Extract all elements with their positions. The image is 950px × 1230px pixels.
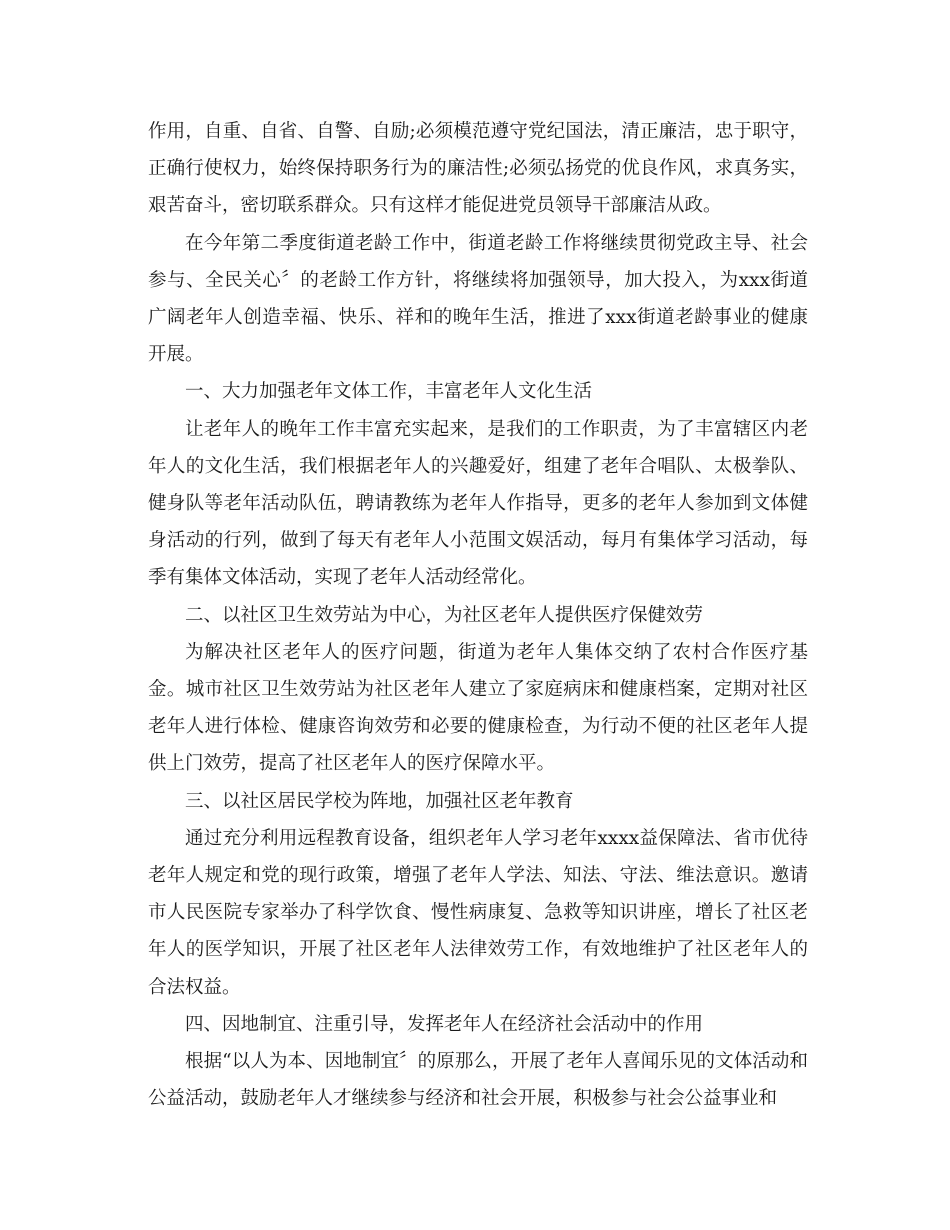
document-body <box>148 113 808 1117</box>
paragraph-section-3: 通过充分利用远程教育设备，组织老年人学习老年xxxx益保障法、省市优待老年人规定和党的现行政策，增强了老年人学法、知法、守法、维法意识。邀请市人民医院专家举办了科学饮食、慢性病康复、急救等知识讲座，增长了社区老年人的医学知识，开展了社区老年人法律效劳工作，有效地维护了社区老年人的合法权益。 <box>148 827 808 998</box>
paragraph-continued: 作用，自重、自省、自警、自励;必须模范遵守党纪国法，清正廉洁，忠于职守，正确行使权力，始终保持职务行为的廉洁性;必须弘扬党的优良作风，求真务实，艰苦奋斗，密切联系群众。只有这样才能促进党员领导干部廉洁从政。 <box>148 121 808 217</box>
section-heading-1: 一、大力加强老年文体工作，丰富老年人文化生活 <box>185 381 593 403</box>
paragraph-section-4: 根据“以人为本、因地制宜〞的原那么，开展了老年人喜闻乐见的文体活动和公益活动，鼓励老年人才继续参与经济和社会开展，积极参与社会公益事业和 <box>148 1051 808 1110</box>
section-heading-2: 二、以社区卫生效劳站为中心，为社区老年人提供医疗保健效劳 <box>185 604 704 626</box>
section-heading-4: 四、因地制宜、注重引导，发挥老年人在经济社会活动中的作用 <box>185 1013 704 1035</box>
section-heading-3: 三、以社区居民学校为阵地，加强社区老年教育 <box>185 790 574 812</box>
paragraph-intro: 在今年第二季度街道老龄工作中，街道老龄工作将继续贯彻党政主导、社会参与、全民关心〞的老龄工作方针，将继续将加强领导，加大投入，为xxx街道广阔老年人创造幸福、快乐、祥和的晚年生活，推进了xxx街道老龄事业的健康开展。 <box>148 232 808 366</box>
paragraph-section-1: 让老年人的晚年工作丰富充实起来，是我们的工作职责，为了丰富辖区内老年人的文化生活，我们根据老年人的兴趣爱好，组建了老年合唱队、太极拳队、健身队等老年活动队伍，聘请教练为老年人作指导，更多的老年人参加到文体健身活动的行列，做到了每天有老年人小范围文娱活动，每月有集体学习活动，每季有集体文体活动，实现了老年人活动经常化。 <box>148 418 808 589</box>
paragraph-section-2: 为解决社区老年人的医疗问题，街道为老年人集体交纳了农村合作医疗基金。城市社区卫生效劳站为社区老年人建立了家庭病床和健康档案，定期对社区老年人进行体检、健康咨询效劳和必要的健康检查，为行动不便的社区老年人提供上门效劳，提高了社区老年人的医疗保障水平。 <box>148 641 808 775</box>
